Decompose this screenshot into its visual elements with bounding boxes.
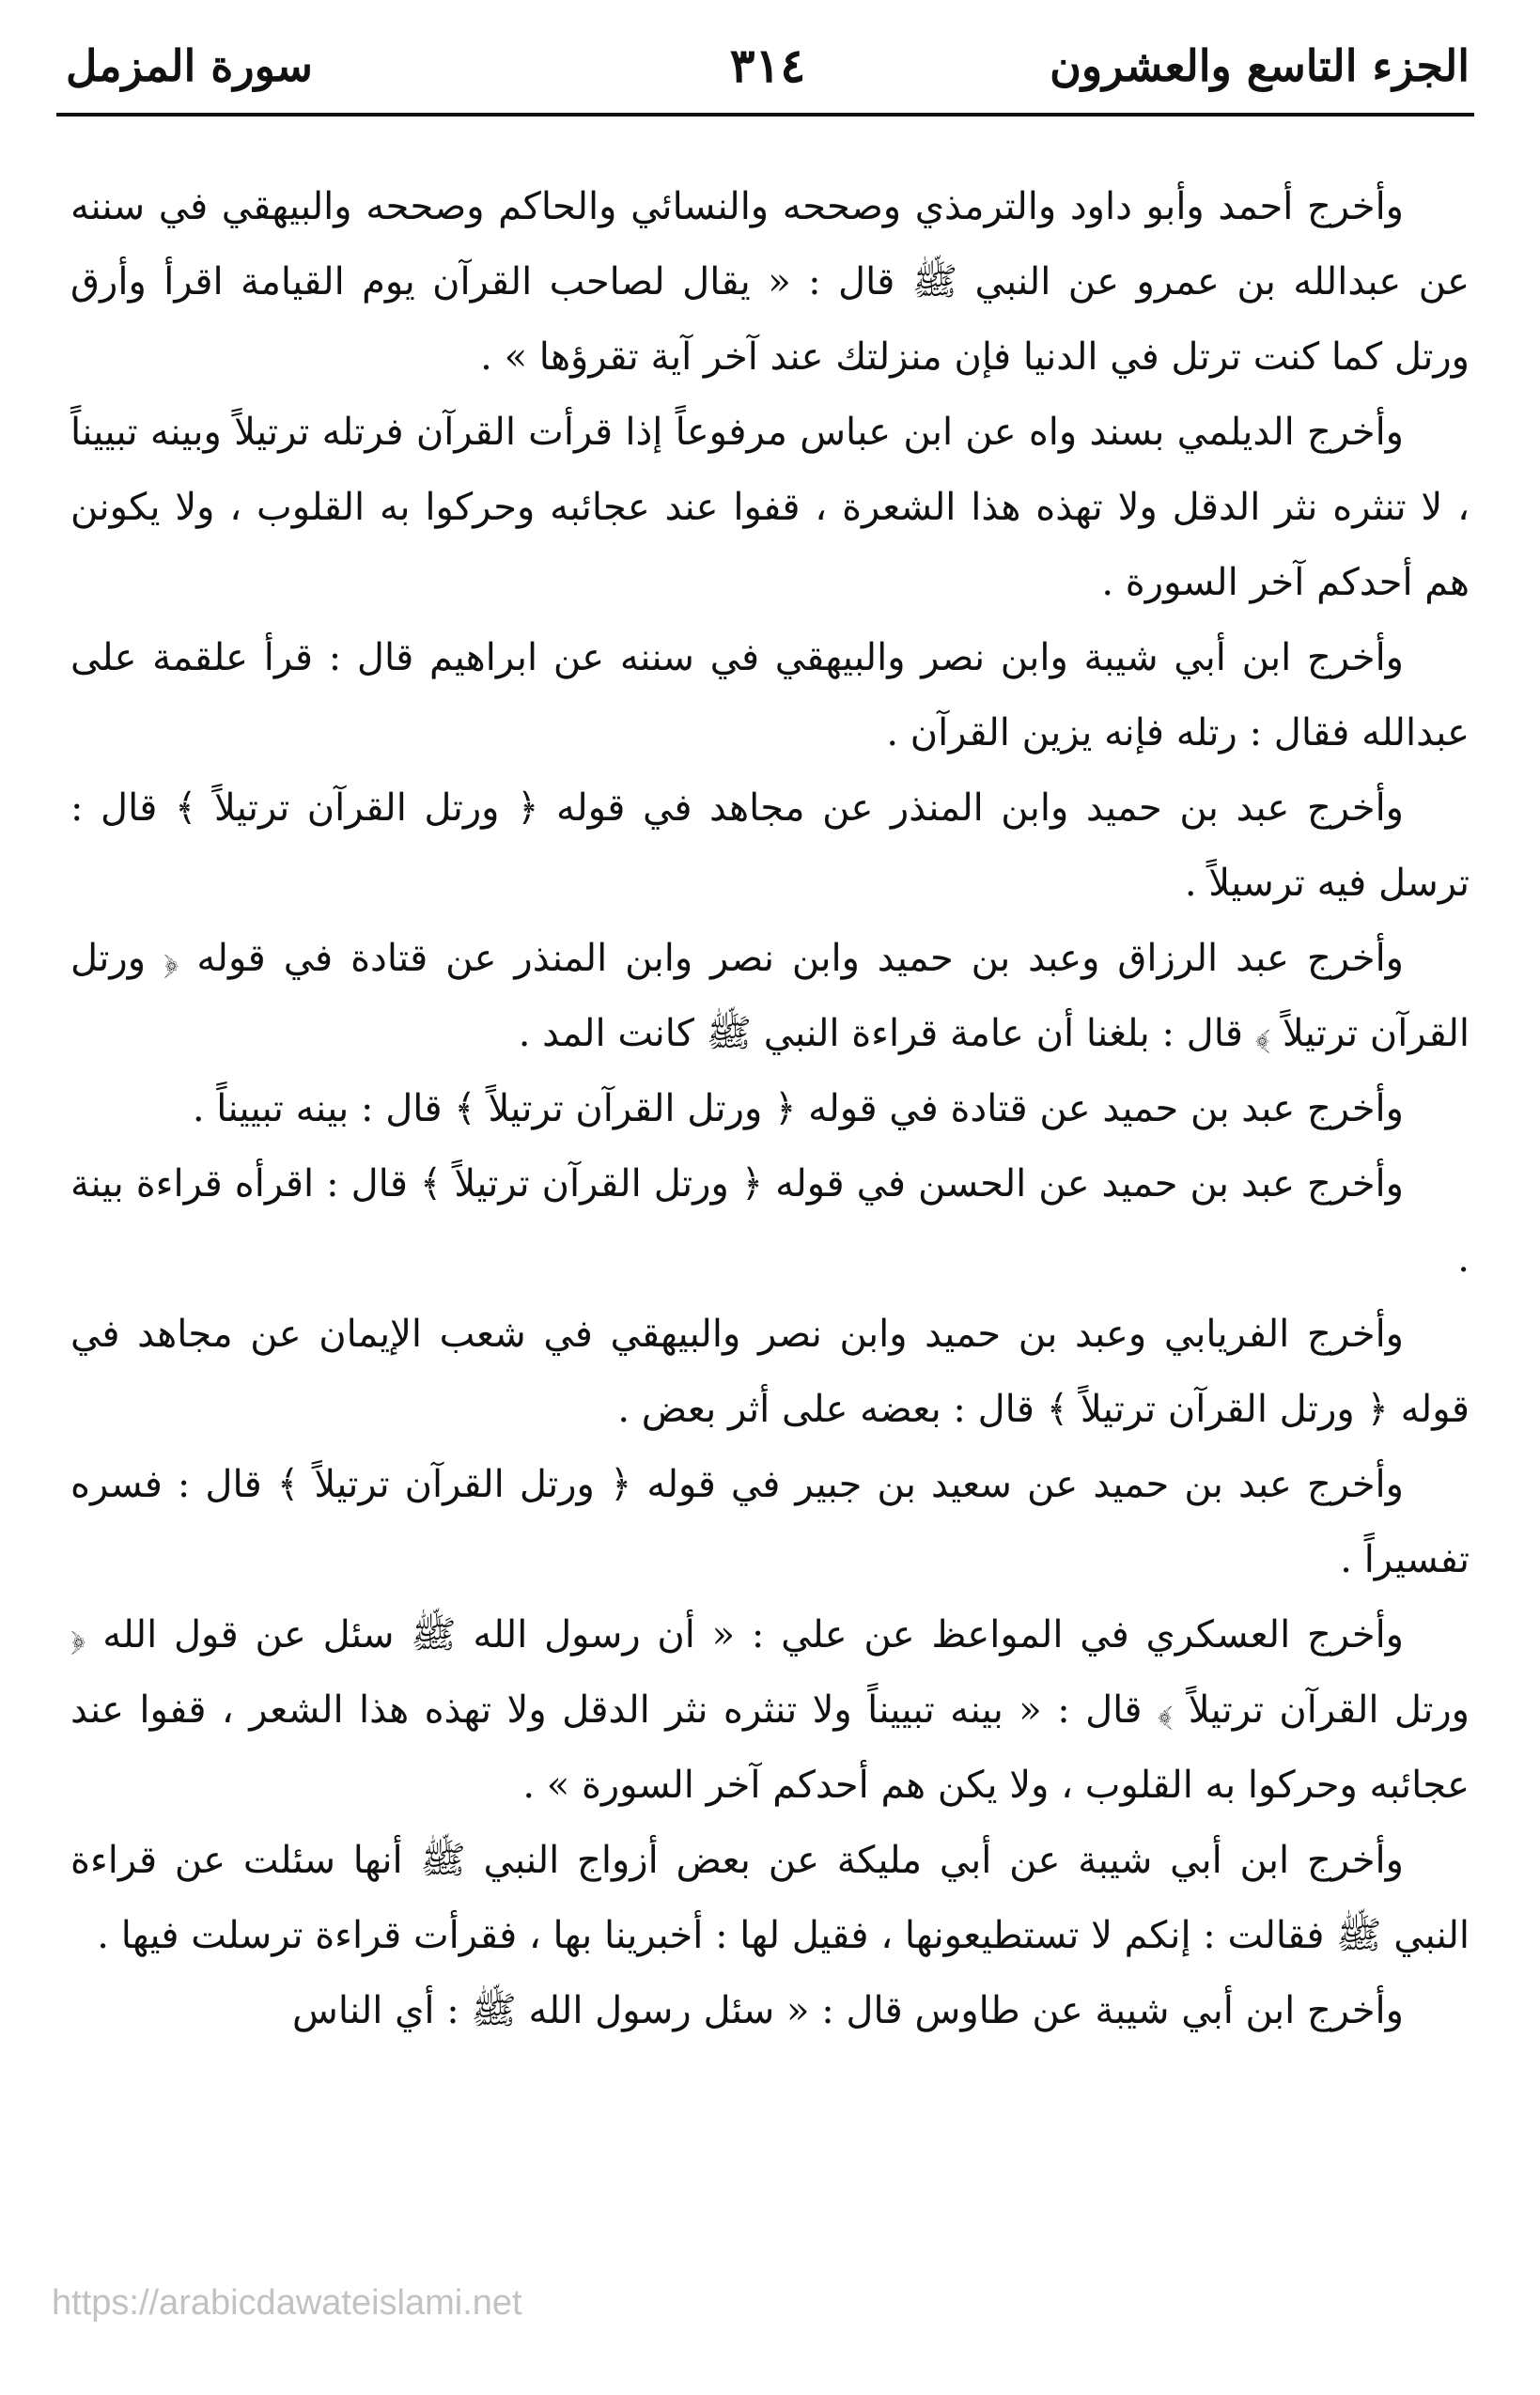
page-number: ٣١٤	[729, 38, 806, 93]
page-body	[70, 169, 1470, 2048]
paragraph: وأخرج عبد الرزاق وعبد بن حميد وابن نصر وابن المنذر عن قتادة في قوله ﴿ ورتل القرآن ترتيلاً ﴾ قال : بلغنا أن عامة قراءة النبي ﷺ كانت المد .	[70, 937, 1470, 1055]
paragraph: وأخرج عبد بن حميد وابن المنذر عن مجاهد في قوله ﴿ ورتل القرآن ترتيلاً ﴾ قال : ترسل فيه ترسيلاً .	[70, 786, 1470, 905]
page-header	[66, 28, 1470, 113]
paragraph: وأخرج ابن أبي شيبة وابن نصر والبيهقي في سننه عن ابراهيم قال : قرأ علقمة على عبدالله فقال : رتله فإنه يزين القرآن .	[70, 636, 1470, 754]
paragraph: وأخرج الديلمي بسند واه عن ابن عباس مرفوعاً إذا قرأت القرآن فرتله ترتيلاً وبينه تبييناً ، لا تنثره نثر الدقل ولا تهذه هذا الشعرة ، قفوا عند عجائبه وحركوا به القلوب ، ولا يكونن هم أحدكم آخر السورة .	[70, 411, 1470, 604]
paragraph: وأخرج ابن أبي شيبة عن أبي مليكة عن بعض أزواج النبي ﷺ أنها سئلت عن قراءة النبي ﷺ فقالت : إنكم لا تستطيعونها ، فقيل لها : أخبرينا بها ، فقرأت قراءة ترسلت فيها .	[70, 1839, 1470, 1957]
paragraph: وأخرج ابن أبي شيبة عن طاوس قال : « سئل رسول الله ﷺ : أي الناس	[292, 1989, 1404, 2032]
juz-title: الجزء التاسع والعشرون	[1050, 40, 1470, 91]
paragraph: وأخرج العسكري في المواعظ عن علي : « أن رسول الله ﷺ سئل عن قول الله ﴿ ورتل القرآن ترتيلاً ﴾ قال : « بينه تبييناً ولا تنثره نثر الدقل ولا تهذه هذا الشعر ، قفوا عند عجائبه وحركوا به القلوب ، ولا يكن هم أحدكم آخر السورة » .	[70, 1613, 1470, 1807]
paragraph: وأخرج أحمد وأبو داود والترمذي وصححه والنسائي والحاكم وصححه والبيهقي في سننه عن عبدالله بن عمرو عن النبي ﷺ قال : « يقال لصاحب القرآن يوم القيامة اقرأ وأرق ورتل كما كنت ترتل في الدنيا فإن منزلتك عند آخر آية تقرؤها » .	[70, 185, 1470, 379]
paragraph: وأخرج عبد بن حميد عن الحسن في قوله ﴿ ورتل القرآن ترتيلاً ﴾ قال : اقرأه قراءة بينة .	[70, 1162, 1470, 1281]
header-divider	[56, 113, 1474, 117]
paragraph: وأخرج عبد بن حميد عن قتادة في قوله ﴿ ورتل القرآن ترتيلاً ﴾ قال : بينه تبييناً .	[192, 1087, 1404, 1130]
paragraph: وأخرج عبد بن حميد عن سعيد بن جبير في قوله ﴿ ورتل القرآن ترتيلاً ﴾ قال : فسره تفسيراً .	[70, 1463, 1470, 1581]
watermark-url: https://arabicdawateislami.net	[52, 2283, 522, 2323]
surah-title: سورة المزمل	[66, 40, 313, 91]
paragraph: وأخرج الفريابي وعبد بن حميد وابن نصر والبيهقي في شعب الإيمان عن مجاهد في قوله ﴿ ورتل القرآن ترتيلاً ﴾ قال : بعضه على أثر بعض .	[70, 1313, 1470, 1431]
